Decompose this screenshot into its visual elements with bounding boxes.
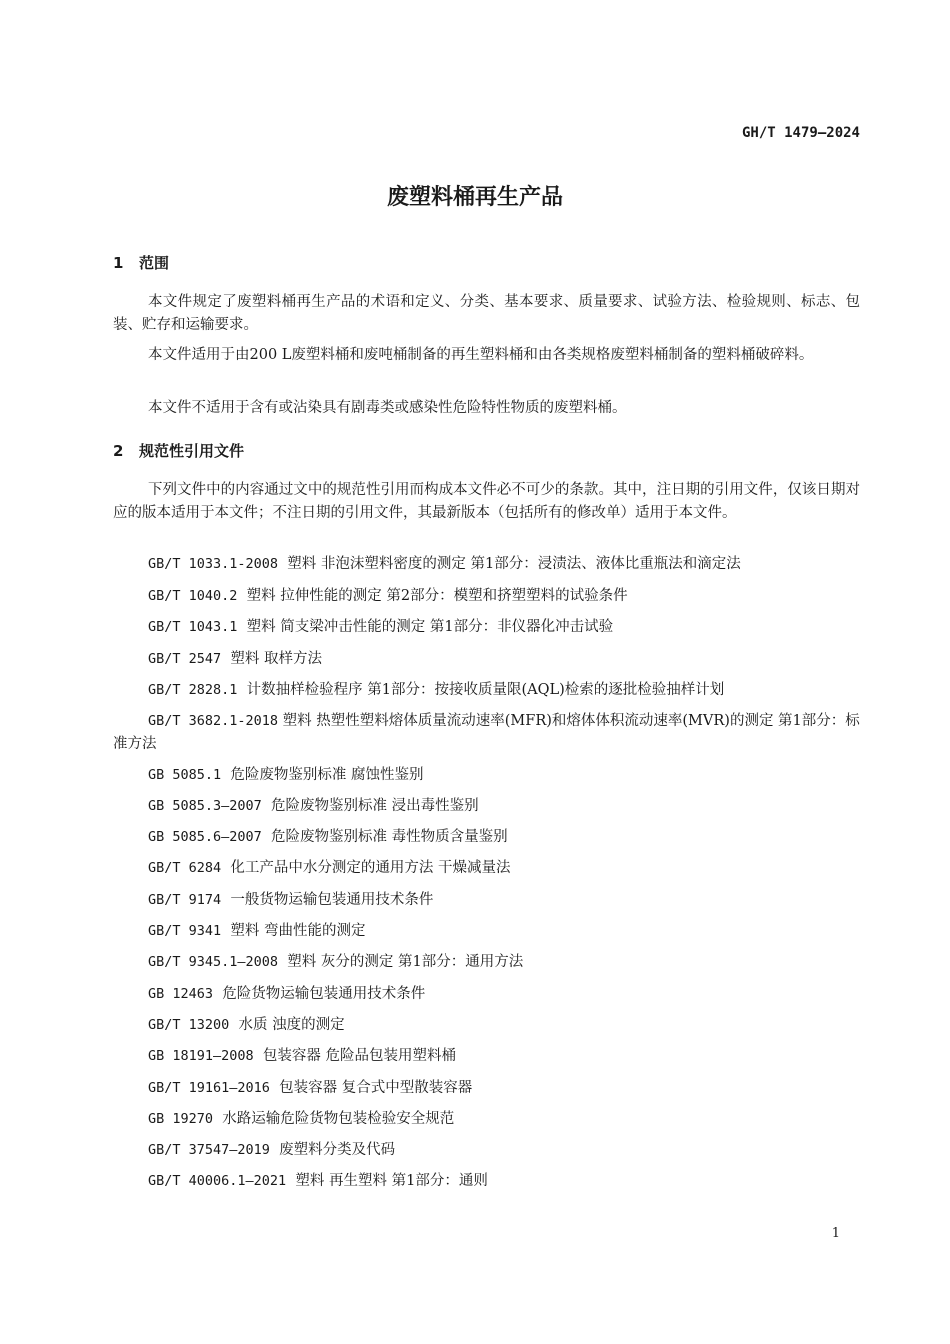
reference-title: 塑料 拉伸性能的测定 第2部分：模塑和挤塑塑料的试验条件 xyxy=(246,588,628,604)
reference-item xyxy=(113,1077,860,1100)
reference-code: GB 12463 xyxy=(148,986,214,1002)
reference-title: 包装容器 复合式中型散装容器 xyxy=(279,1080,473,1096)
reference-item xyxy=(113,648,860,671)
reference-item xyxy=(113,585,860,608)
reference-item xyxy=(113,1170,860,1193)
reference-code: GB/T 40006.1—2021 xyxy=(148,1173,287,1189)
reference-title: 危险废物鉴别标准 浸出毒性鉴别 xyxy=(271,798,479,814)
reference-code: GB/T 13200 xyxy=(148,1017,230,1033)
section-1-heading xyxy=(113,252,169,273)
reference-code: GB/T 1040.2 xyxy=(148,588,238,604)
standard-code: GH/T 1479—2024 xyxy=(741,125,860,141)
reference-code: GB/T 9174 xyxy=(148,892,222,908)
reference-item xyxy=(113,764,860,787)
reference-item xyxy=(113,553,860,576)
reference-item xyxy=(113,795,860,818)
reference-item xyxy=(113,1014,860,1037)
reference-item xyxy=(113,983,860,1006)
reference-title: 塑料 热塑性塑料熔体质量流动速率(MFR)和熔体体积流动速率(MVR)的测定 第1部分：标准方法 xyxy=(113,713,860,752)
scope-paragraph: 本文件规定了废塑料桶再生产品的术语和定义、分类、基本要求、质量要求、试验方法、检验规则、标志、包装、贮存和运输要求。 xyxy=(113,294,860,333)
reference-title: 包装容器 危险品包装用塑料桶 xyxy=(262,1048,456,1064)
section-number: 1 xyxy=(113,254,124,272)
reference-item xyxy=(113,951,860,974)
reference-title: 危险货物运输包装通用技术条件 xyxy=(222,986,426,1002)
reference-title: 危险废物鉴别标准 毒性物质含量鉴别 xyxy=(271,829,508,845)
page-number: 1 xyxy=(831,1226,840,1241)
reference-code: GB/T 3682.1-2018 xyxy=(148,713,279,729)
section-2-heading xyxy=(113,440,244,461)
reference-item xyxy=(113,826,860,849)
reference-title: 塑料 取样方法 xyxy=(230,651,322,667)
reference-item xyxy=(113,616,860,639)
reference-title: 水路运输危险货物包装检验安全规范 xyxy=(222,1111,455,1127)
reference-item xyxy=(113,1139,860,1162)
reference-item xyxy=(113,710,860,756)
reference-item xyxy=(113,1108,860,1131)
reference-code: GB/T 37547—2019 xyxy=(148,1142,270,1158)
reference-code: GB/T 9341 xyxy=(148,923,222,939)
section-title: 规范性引用文件 xyxy=(139,442,245,460)
reference-code: GB/T 1033.1-2008 xyxy=(148,556,279,572)
reference-title: 塑料 简支梁冲击性能的测定 第1部分：非仪器化冲击试验 xyxy=(246,619,614,635)
reference-title: 废塑料分类及代码 xyxy=(279,1142,396,1158)
reference-code: GB 5085.1 xyxy=(148,767,222,783)
reference-title: 塑料 非泡沫塑料密度的测定 第1部分：浸渍法、液体比重瓶法和滴定法 xyxy=(287,556,741,572)
reference-code: GB 18191—2008 xyxy=(148,1048,254,1064)
reference-item xyxy=(113,920,860,943)
reference-title: 一般货物运输包装通用技术条件 xyxy=(230,892,434,908)
reference-code: GB 5085.6—2007 xyxy=(148,829,262,845)
reference-title: 塑料 弯曲性能的测定 xyxy=(230,923,366,939)
document-title: 废塑料桶再生产品 xyxy=(386,185,563,210)
reference-code: GB 5085.3—2007 xyxy=(148,798,262,814)
reference-code: GB/T 1043.1 xyxy=(148,619,238,635)
reference-title: 塑料 灰分的测定 第1部分：通用方法 xyxy=(287,954,524,970)
reference-code: GB/T 9345.1—2008 xyxy=(148,954,279,970)
reference-title: 水质 浊度的测定 xyxy=(238,1017,345,1033)
reference-title: 危险废物鉴别标准 腐蚀性鉴别 xyxy=(230,767,424,783)
scope-paragraph: 本文件适用于由200 L废塑料桶和废吨桶制备的再生塑料桶和由各类规格废塑料桶制备的塑料桶破碎料。 xyxy=(148,347,814,363)
reference-code: GB 19270 xyxy=(148,1111,214,1127)
reference-code: GB/T 6284 xyxy=(148,860,222,876)
scope-paragraph: 本文件不适用于含有或沾染具有剧毒类或感染性危险特性物质的废塑料桶。 xyxy=(148,400,627,416)
reference-title: 塑料 再生塑料 第1部分：通则 xyxy=(295,1173,488,1189)
references-intro: 下列文件中的内容通过文中的规范性引用而构成本文件必不可少的条款。其中，注日期的引用文件，仅该日期对应的版本适用于本文件；不注日期的引用文件，其最新版本（包括所有的修改单）适用于本文件。 xyxy=(113,482,860,521)
reference-code: GB/T 2828.1 xyxy=(148,682,238,698)
section-title: 范围 xyxy=(139,254,170,272)
reference-code: GB/T 2547 xyxy=(148,651,222,667)
reference-item xyxy=(113,1045,860,1068)
reference-title: 计数抽样检验程序 第1部分：按接收质量限(AQL)检索的逐批检验抽样计划 xyxy=(246,682,725,698)
reference-item xyxy=(113,857,860,880)
reference-code: GB/T 19161—2016 xyxy=(148,1080,270,1096)
section-number: 2 xyxy=(113,442,124,460)
reference-item xyxy=(113,679,860,702)
reference-item xyxy=(113,889,860,912)
reference-title: 化工产品中水分测定的通用方法 干燥减量法 xyxy=(230,860,511,876)
